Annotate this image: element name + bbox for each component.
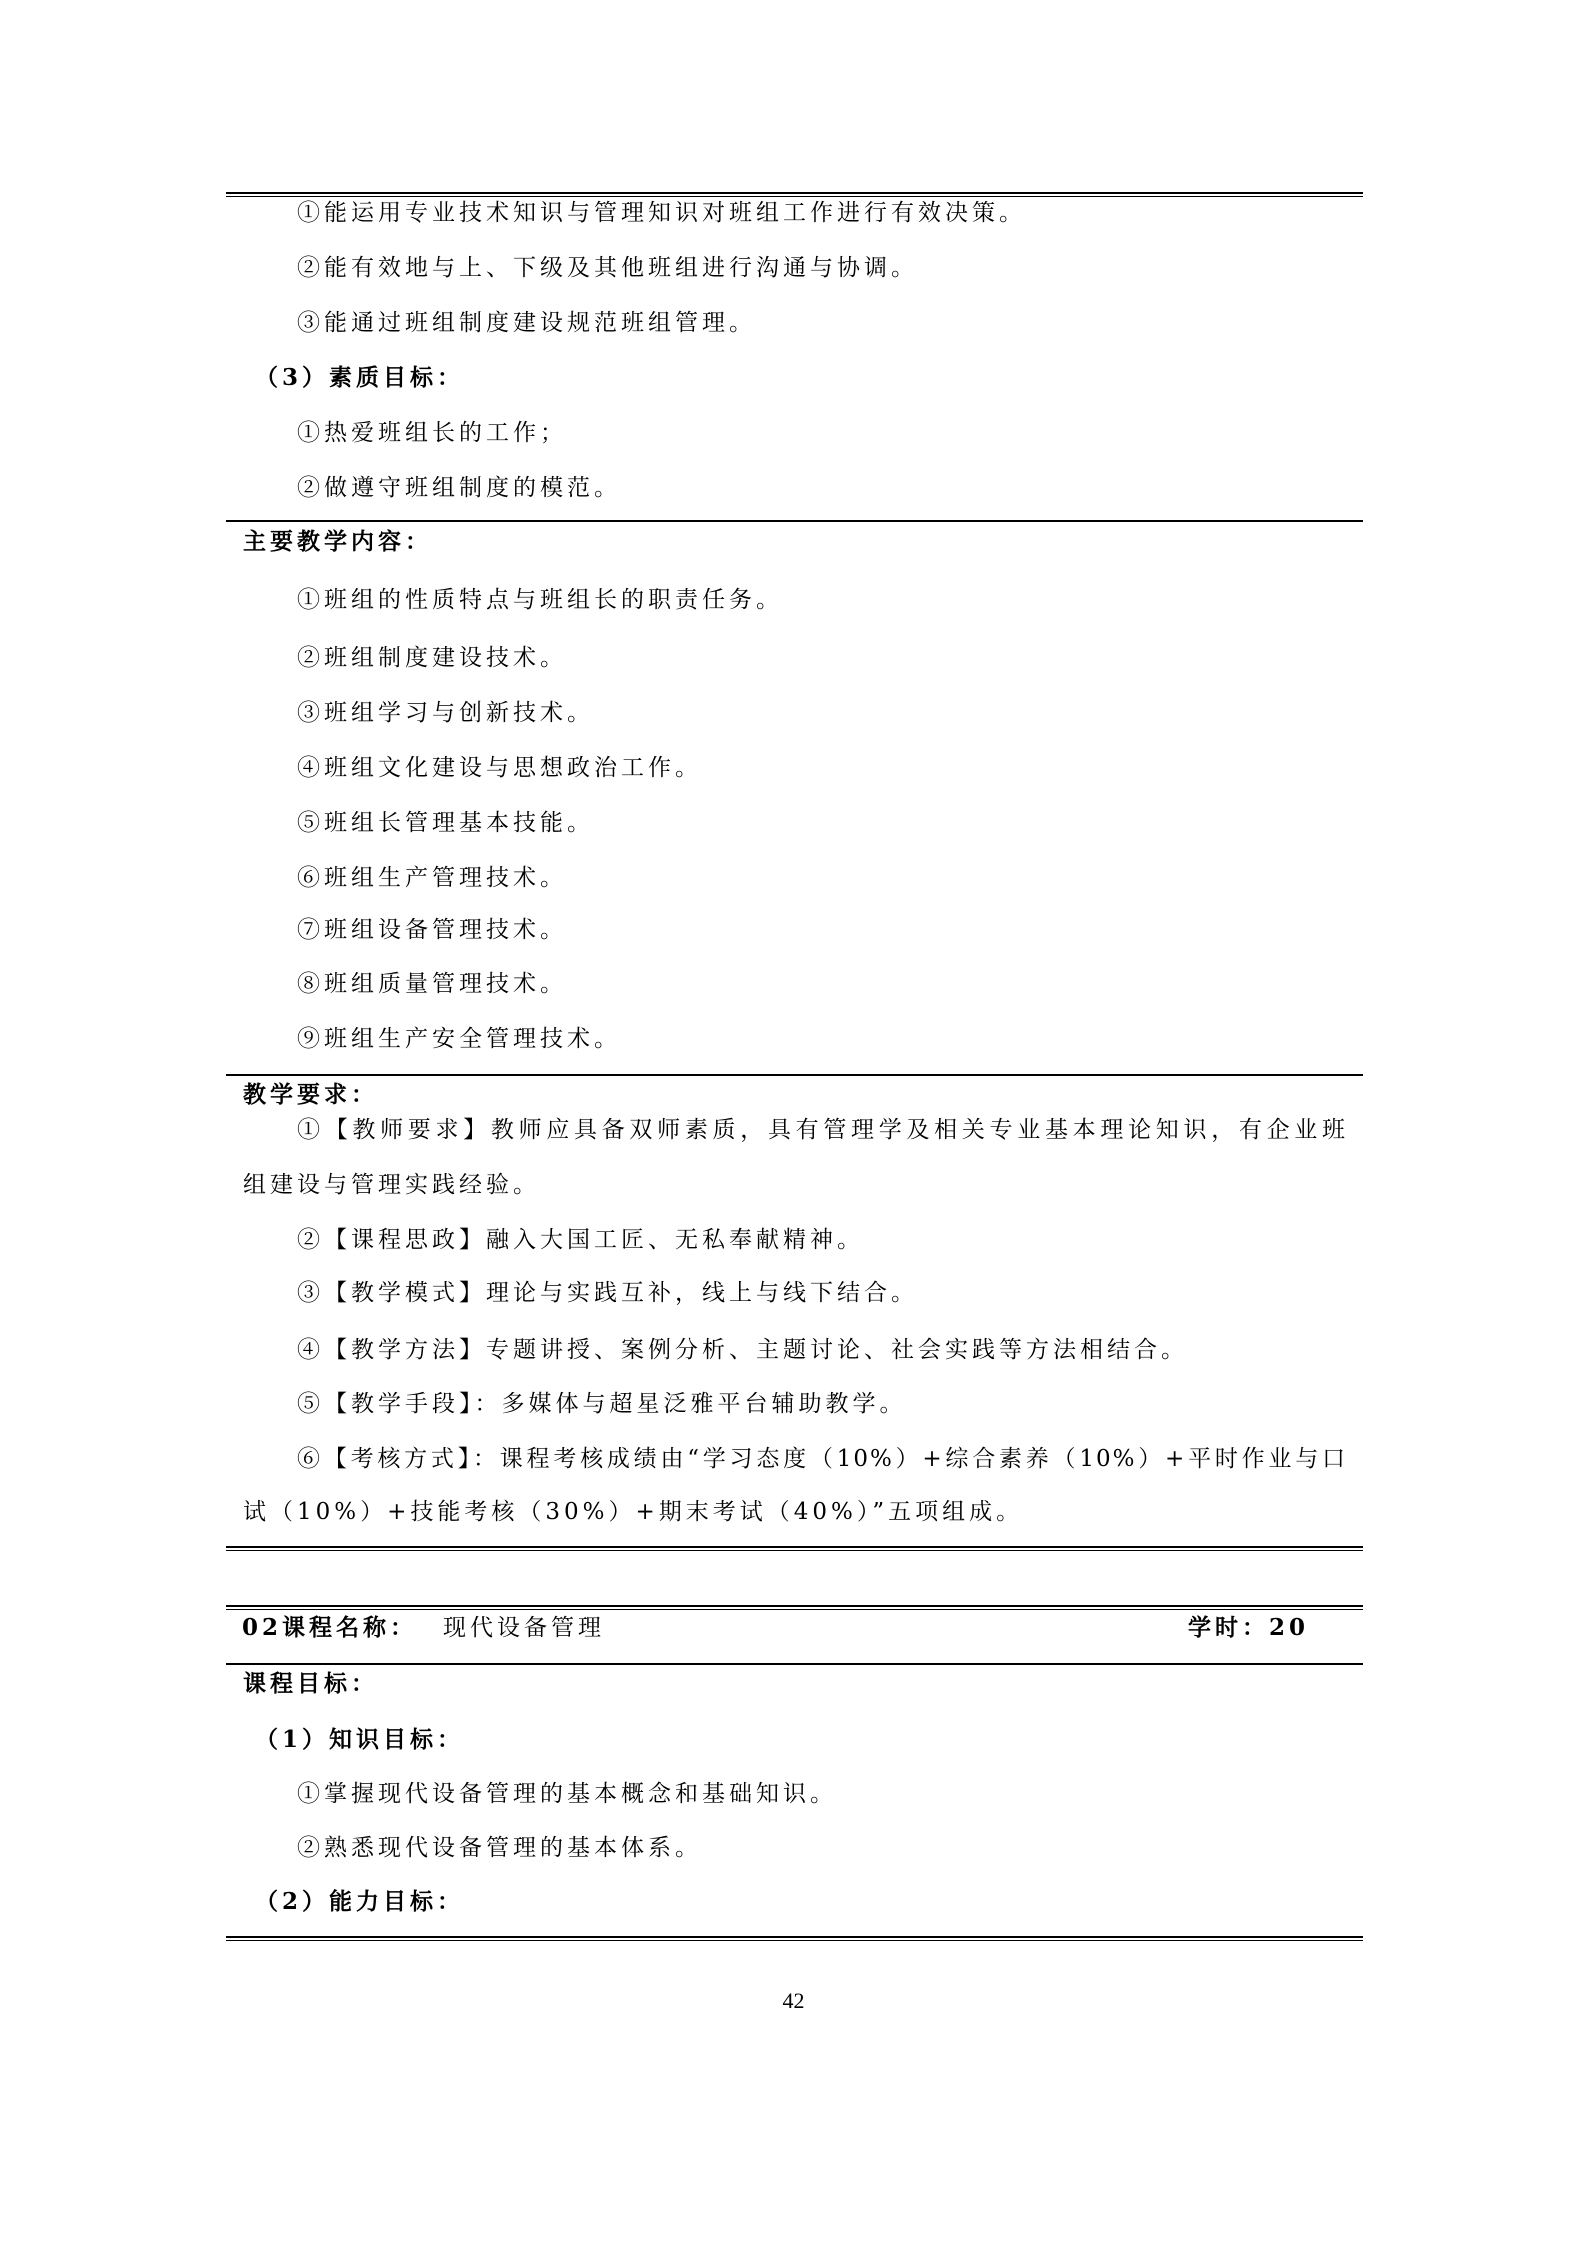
ability-item-2: ②能有效地与上、下级及其他班组进行沟通与协调。 — [297, 255, 918, 281]
content-item-8: ⑧班组质量管理技术。 — [297, 971, 567, 997]
course-name: 现代设备管理 — [443, 1615, 606, 1641]
requirement-teacher-line2: 组建设与管理实践经验。 — [243, 1172, 540, 1198]
course-hours: 学时：20 — [1188, 1614, 1310, 1641]
content-item-7: ⑦班组设备管理技术。 — [297, 917, 567, 943]
course-title-row — [242, 1614, 605, 1642]
section-divider — [226, 1074, 1363, 1076]
content-item-2: ②班组制度建设技术。 — [297, 645, 567, 671]
quality-objectives-heading: （3）素质目标： — [255, 364, 465, 391]
requirement-mode: ③【教学模式】理论与实践互补，线上与线下结合。 — [297, 1280, 918, 1306]
requirements-heading: 教学要求： — [243, 1081, 378, 1108]
table-top-border — [226, 1605, 1363, 1610]
table-bottom-border — [226, 1936, 1363, 1941]
course-number-label: 02课程名称： — [242, 1614, 418, 1641]
requirement-assessment-line1: ⑥【考核方式】：课程考核成绩由“学习态度（10%）+综合素养（10%）+平时作业与口 — [297, 1446, 1347, 1472]
ability-item-3: ③能通过班组制度建设规范班组管理。 — [297, 310, 756, 336]
ability-item-1: ①能运用专业技术知识与管理知识对班组工作进行有效决策。 — [297, 200, 1026, 226]
requirement-teacher-line1: ①【教师要求】教师应具备双师素质，具有管理学及相关专业基本理论知识，有企业班 — [297, 1117, 1347, 1143]
content-item-4: ④班组文化建设与思想政治工作。 — [297, 755, 702, 781]
requirement-ideology: ②【课程思政】融入大国工匠、无私奉献精神。 — [297, 1227, 864, 1253]
section-divider — [226, 1663, 1363, 1665]
content-item-3: ③班组学习与创新技术。 — [297, 700, 594, 726]
knowledge-objectives-heading: （1）知识目标： — [255, 1726, 465, 1753]
table-bottom-border — [226, 1546, 1363, 1551]
course-objectives-heading: 课程目标： — [243, 1670, 378, 1697]
requirement-assessment-line2: 试（10%）+技能考核（30%）+期末考试（40%）”五项组成。 — [243, 1499, 1024, 1525]
content-item-9: ⑨班组生产安全管理技术。 — [297, 1026, 621, 1052]
quality-item-1: ①热爱班组长的工作； — [297, 420, 567, 446]
content-item-6: ⑥班组生产管理技术。 — [297, 865, 567, 891]
section-divider — [226, 520, 1363, 522]
ability-objectives-heading: （2）能力目标： — [255, 1888, 465, 1915]
page-number: 42 — [782, 1988, 805, 2013]
table-top-border — [226, 192, 1363, 197]
content-item-5: ⑤班组长管理基本技能。 — [297, 810, 594, 836]
knowledge-item-1: ①掌握现代设备管理的基本概念和基础知识。 — [297, 1781, 837, 1807]
requirement-means: ⑤【教学手段】：多媒体与超星泛雅平台辅助教学。 — [297, 1391, 907, 1417]
quality-item-2: ②做遵守班组制度的模范。 — [297, 475, 621, 501]
requirement-method: ④【教学方法】专题讲授、案例分析、主题讨论、社会实践等方法相结合。 — [297, 1337, 1188, 1363]
content-item-1: ①班组的性质特点与班组长的职责任务。 — [297, 587, 783, 613]
content-heading: 主要教学内容： — [243, 528, 432, 555]
knowledge-item-2: ②熟悉现代设备管理的基本体系。 — [297, 1835, 702, 1861]
